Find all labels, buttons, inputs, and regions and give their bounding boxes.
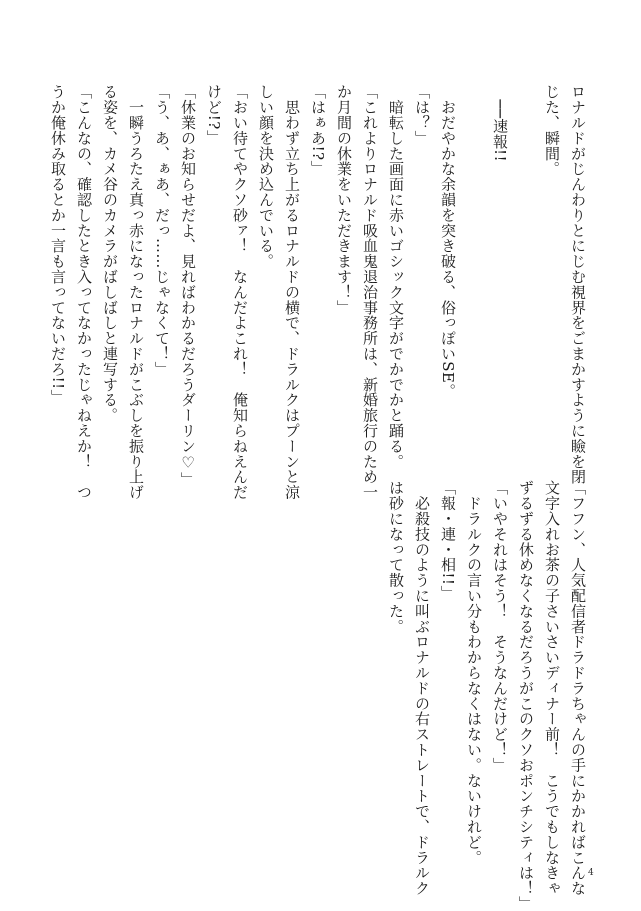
text-line: か月間の休業をいただきます！」 xyxy=(335,84,353,315)
text-line: 「はぁあ!?」 xyxy=(309,84,327,176)
text-line: ロナルドがじんわりとにじむ視界をごまかすように瞼を閉 xyxy=(569,84,587,485)
text-line: ドラルクの言い分もわからなくはない。ないけれど。 xyxy=(465,480,483,865)
text-line: 思わず立ち上がるロナルドの横で、ドラルクはプーンと涼 xyxy=(283,84,301,500)
text-line: けど!?」 xyxy=(205,84,223,146)
text-line: る姿を、カメ谷のカメラがばしばしと連写する。 xyxy=(101,84,119,423)
text-line: うか俺休み取るとか一言も言ってないだろ!!」 xyxy=(49,84,67,405)
text-line xyxy=(461,84,487,464)
text-line: 「いやそれはそう！ そうなんだけど！」 xyxy=(491,480,509,773)
upper-text-block xyxy=(45,84,591,500)
text-line: ずるずる休めなくなるだろうがこのクソおポンチシティは！」 xyxy=(517,480,535,911)
text-line: 暗転した画面に赤いゴシック文字がでかでかと踊る。 xyxy=(387,84,405,469)
text-line: しい顔を決め込んでいる。 xyxy=(257,84,275,269)
text-line: 「休業のお知らせだよ、見ればわかるだろうダーリン♡」 xyxy=(179,84,197,488)
text-line: 「報・連・相!!」 xyxy=(439,480,457,601)
text-line: 文字入れお茶の子さいさいディナー前！ こうでもしなきゃ xyxy=(543,480,561,896)
text-line: 「フフン、人気配信者ドラドラちゃんの手にかかればこんな xyxy=(569,480,587,896)
page-number: 4 xyxy=(588,868,594,878)
text-line: 「おい待てやクソ砂ァ！ なんだよこれ！ 俺知らねえんだ xyxy=(231,84,249,500)
text-line: ──速報!! xyxy=(491,84,509,162)
text-line: は砂になって散った。 xyxy=(387,480,405,634)
text-line: おだやかな余韻を突き破る、俗っぽいSE。 xyxy=(439,84,457,399)
text-line: 「う、あ、ぁあ、だっ……じゃなくて！」 xyxy=(153,84,171,377)
text-line xyxy=(513,84,539,464)
text-line: 「こんなの、確認したとき入ってなかったじゃねえか！ つ xyxy=(75,84,93,500)
text-line: 必殺技のように叫ぶロナルドの右ストレートで、ドラルク xyxy=(413,480,431,896)
lower-text-block xyxy=(383,480,591,911)
text-line: 「は？」 xyxy=(413,84,431,146)
text-line: 「これよりロナルド吸血鬼退治事務所は、新婚旅行のため一 xyxy=(361,84,379,500)
text-line: 一瞬うろたえ真っ赤になったロナルドがこぶしを振り上げ xyxy=(127,84,145,500)
text-line: じた、瞬間。 xyxy=(543,84,561,177)
